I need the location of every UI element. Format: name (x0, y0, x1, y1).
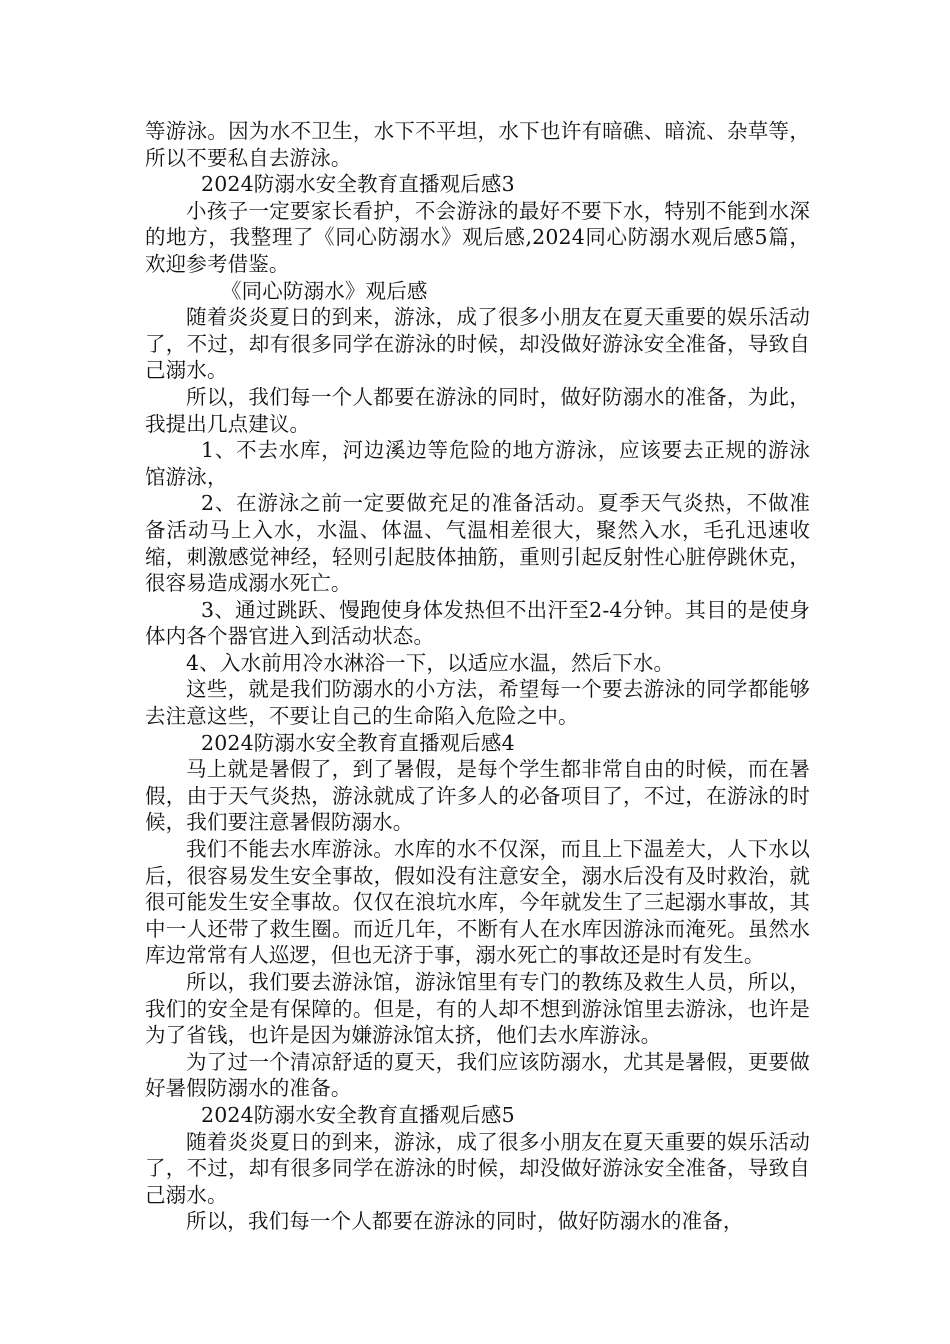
list-item: 1、不去水库，河边溪边等危险的地方游泳，应该要去正规的游泳馆游泳， (145, 438, 810, 489)
paragraph: 为了过一个清凉舒适的夏天，我们应该防溺水，尤其是暑假，更要做好暑假防溺水的准备。 (145, 1049, 810, 1101)
document-page (145, 118, 810, 1235)
paragraph: 小孩子一定要家长看护，不会游泳的最好不要下水，特别不能到水深的地方，我整理了《同心防溺水》观后感,2024同心防溺水观后感5篇，欢迎参考借鉴。 (145, 198, 810, 276)
sub-heading: 《同心防溺水》观后感 (221, 278, 428, 303)
paragraph: 马上就是暑假了，到了暑假，是每个学生都非常自由的时候，而在暑假，由于天气炎热，游泳就成了许多人的必备项目了，不过，在游泳的时候，我们要注意暑假防溺水。 (145, 757, 810, 835)
paragraph: 我们不能去水库游泳。水库的水不仅深，而且上下温差大，人下水以后，很容易发生安全事故，假如没有注意安全，溺水后没有及时救治，就很可能发生安全事故。仅仅在浪坑水库，今年就发生了三起溺水事故，其中一人还带了救生圈。而近几年，不断有人在水库因游泳而淹死。虽然水库边常常有人巡逻，但也无济于事，溺水死亡的事故还是时有发生。 (145, 837, 810, 968)
paragraph: 所以，我们要去游泳馆，游泳馆里有专门的教练及救生人员，所以，我们的安全是有保障的。但是，有的人却不想到游泳馆里去游泳，也许是为了省钱，也许是因为嫌游泳馆太挤，他们去水库游泳。 (145, 970, 810, 1048)
list-item: 3、通过跳跃、慢跑使身体发热但不出汗至2-4分钟。其目的是使身体内各个器官进入到活动状态。 (145, 597, 810, 649)
paragraph: 所以，我们每一个人都要在游泳的同时，做好防溺水的准备， (186, 1209, 744, 1234)
paragraph: 这些，就是我们防溺水的小方法，希望每一个要去游泳的同学都能够去注意这些，不要让自己的生命陷入危险之中。 (145, 677, 810, 729)
paragraph: 等游泳。因为水不卫生，水下不平坦，水下也许有暗礁、暗流、杂草等，所以不要私自去游泳。 (145, 119, 810, 170)
list-item: 2、在游泳之前一定要做充足的准备活动。夏季天气炎热，不做准备活动马上入水，水温、体温、气温相差很大，聚然入水，毛孔迅速收缩，刺激感觉神经，轻则引起肢体抽筋，重则引起反射性心脏停跳休克，很容易造成溺水死亡。 (145, 491, 810, 596)
section-heading: 2024防溺水安全教育直播观后感4 (201, 730, 515, 755)
paragraph: 所以，我们每一个人都要在游泳的同时，做好防溺水的准备，为此，我提出几点建议。 (145, 384, 810, 436)
list-item: 4、入水前用冷水淋浴一下，以适应水温，然后下水。 (186, 650, 675, 675)
section-heading: 2024防溺水安全教育直播观后感5 (201, 1102, 515, 1127)
paragraph: 随着炎炎夏日的到来，游泳，成了很多小朋友在夏天重要的娱乐活动了，不过，却有很多同学在游泳的时候，却没做好游泳安全准备，导致自己溺水。 (145, 305, 810, 383)
section-heading: 2024防溺水安全教育直播观后感3 (201, 172, 515, 197)
paragraph: 随着炎炎夏日的到来，游泳，成了很多小朋友在夏天重要的娱乐活动了，不过，却有很多同学在游泳的时候，却没做好游泳安全准备，导致自己溺水。 (145, 1129, 810, 1207)
